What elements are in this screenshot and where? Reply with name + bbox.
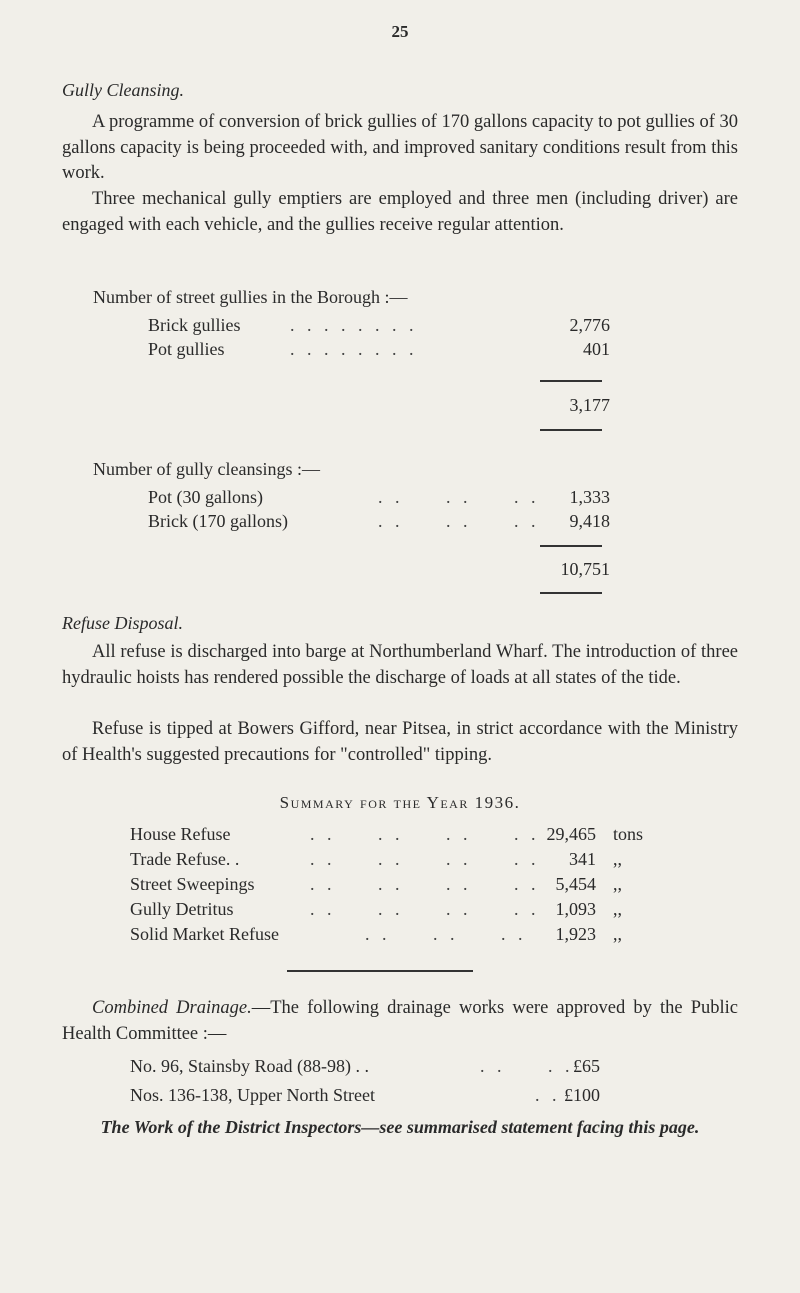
- cleansings-label: Number of gully cleansings :—: [93, 459, 320, 479]
- total-rule: [540, 429, 602, 431]
- street-gully-value: 401: [583, 339, 610, 359]
- summary-title: Summary for the Year 1936.: [279, 793, 521, 812]
- leader-dots: . . . . . .: [365, 924, 527, 944]
- street-gully-label: Pot gullies: [148, 339, 225, 359]
- refuse-value: 29,465: [546, 824, 596, 844]
- street-gullies-label: Number of street gullies in the Borough :—: [93, 287, 408, 307]
- leader-dots: . . . . . . . .: [290, 339, 418, 359]
- total-rule: [540, 592, 602, 594]
- street-total-value: 3,177: [569, 395, 610, 415]
- leader-dots: . . . . . . . .: [290, 315, 418, 335]
- gully-cleansing-heading: Gully Cleansing.: [62, 80, 184, 100]
- refuse-label: Trade Refuse. .: [130, 849, 240, 869]
- cleansing-label: Pot (30 gallons): [148, 487, 263, 507]
- drainage-paragraph: [62, 996, 738, 1047]
- refuse-disposal-heading: Refuse Disposal.: [62, 613, 183, 633]
- leader-dots: . . . . . . . .: [310, 824, 540, 844]
- leader-dots: . . . . . . . .: [310, 899, 540, 919]
- drainage-lead-text: —The following drainage works were approved by the Public Health Committee :—: [62, 998, 738, 1044]
- drainage-heading: Combined Drainage.: [92, 998, 252, 1018]
- leader-dots: . . . . . .: [378, 511, 540, 531]
- leader-dots: . . . . . . . .: [310, 874, 540, 894]
- street-gully-value: 2,776: [569, 315, 610, 335]
- subtotal-rule: [540, 380, 602, 382]
- refuse-label: House Refuse: [130, 824, 231, 844]
- cleansing-label: Brick (170 gallons): [148, 511, 288, 531]
- refuse-unit: ,,: [613, 874, 622, 894]
- refuse-value: 1,923: [555, 924, 596, 944]
- refuse-label: Solid Market Refuse: [130, 924, 279, 944]
- cleansing-value: 9,418: [569, 511, 610, 531]
- refuse-label: Gully Detritus: [130, 899, 234, 919]
- street-gully-label: Brick gullies: [148, 315, 241, 335]
- section-rule: [287, 970, 473, 972]
- refuse-unit: ,,: [613, 924, 622, 944]
- gully-paragraph-2: Three mechanical gully emptiers are employed and three men (including driver) are engaged with each vehicle, and the gullies receive regular attention.: [62, 189, 738, 235]
- refuse-unit: ,,: [613, 849, 622, 869]
- refuse-value: 5,454: [555, 874, 596, 894]
- refuse-paragraph-1: All refuse is discharged into barge at Northumberland Wharf. The introduction of three hydraulic hoists has rendered possible the discharge of loads at all states of the tide.: [62, 642, 738, 688]
- refuse-label: Street Sweepings: [130, 874, 255, 894]
- refuse-paragraph-2: Refuse is tipped at Bowers Gifford, near Pitsea, in strict accordance with the Ministry of Health's suggested precautions for "controlled" tipping.: [62, 719, 738, 765]
- refuse-value: 1,093: [555, 899, 596, 919]
- refuse-unit: ,,: [613, 899, 622, 919]
- drainage-label: Nos. 136-138, Upper North Street: [130, 1085, 375, 1105]
- subtotal-rule: [540, 545, 602, 547]
- cleansing-value: 1,333: [569, 487, 610, 507]
- drainage-value: £65: [573, 1056, 600, 1076]
- leader-dots: . . . . . . . .: [310, 849, 540, 869]
- cleansings-total-value: 10,751: [560, 559, 610, 579]
- drainage-value: £100: [564, 1085, 600, 1105]
- footer-note: The Work of the District Inspectors—see summarised statement facing this page.: [100, 1117, 700, 1137]
- leader-dots: . . . . . .: [378, 487, 540, 507]
- refuse-value: 341: [569, 849, 596, 869]
- gully-paragraph-1: A programme of conversion of brick gullies of 170 gallons capacity to pot gullies of 30 gallons capacity is being proceeded with, and improved sanitary conditions result from this work.: [62, 112, 738, 183]
- leader-dots: . . . .: [480, 1056, 574, 1076]
- page-number: 25: [391, 22, 409, 41]
- drainage-label: No. 96, Stainsby Road (88-98) . .: [130, 1056, 369, 1076]
- leader-dots: . .: [535, 1085, 561, 1105]
- refuse-unit: tons: [613, 824, 644, 844]
